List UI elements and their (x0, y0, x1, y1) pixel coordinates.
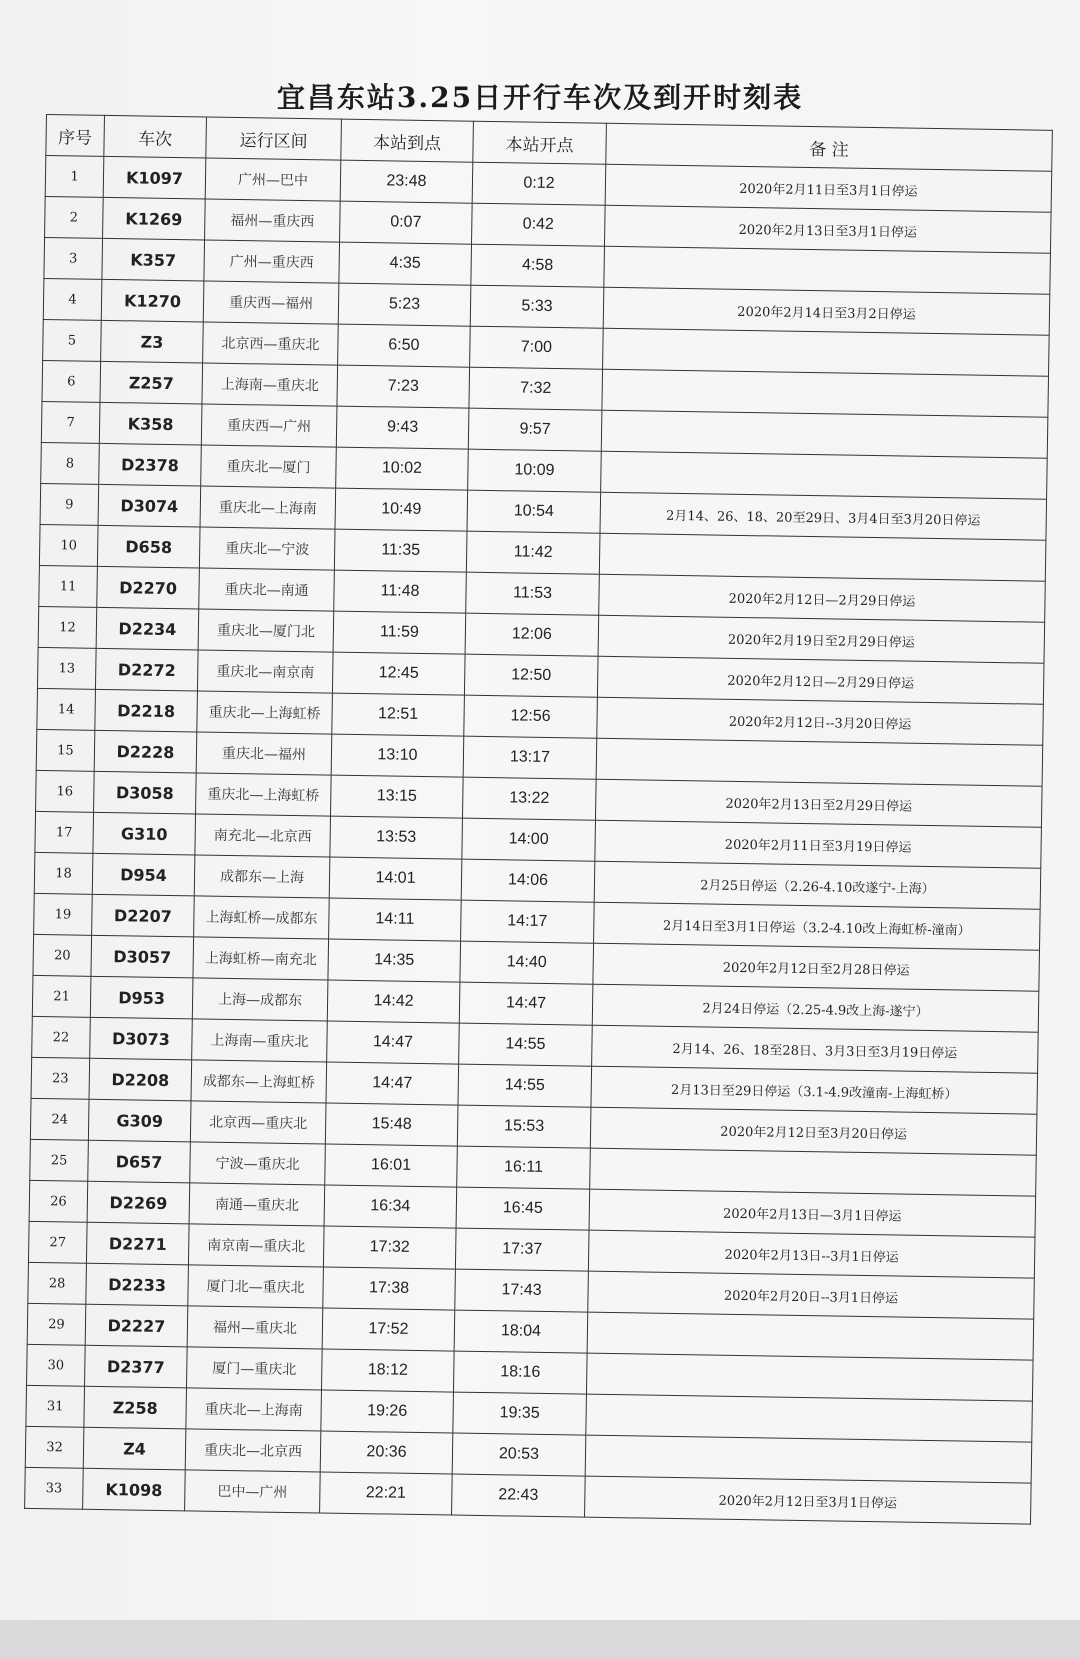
cell-route: 重庆北—南通 (199, 568, 335, 611)
cell-note: 2020年2月12日--3月20日停运 (597, 697, 1044, 745)
cell-note: 2020年2月12日—2月29日停运 (597, 656, 1044, 704)
cell-train: D2207 (92, 894, 195, 937)
cell-no: 5 (43, 319, 102, 361)
cell-depart: 14:06 (461, 859, 595, 902)
cell-depart: 16:45 (456, 1187, 590, 1230)
cell-train: D3074 (98, 484, 201, 527)
cell-train: Z4 (83, 1427, 186, 1470)
cell-depart: 18:16 (453, 1351, 587, 1394)
cell-train: D2378 (99, 443, 202, 486)
cell-route: 南通—重庆北 (189, 1183, 325, 1226)
cell-arrive: 16:34 (324, 1185, 457, 1228)
cell-note: 2月14、26、18、20至29日、3月4日至3月20日停运 (600, 492, 1047, 540)
header-depart: 本站开点 (473, 121, 607, 164)
cell-arrive: 20:36 (320, 1431, 453, 1474)
cell-note: 2月25日停运（2.26-4.10改遂宁-上海） (594, 861, 1041, 909)
cell-route: 厦门北—重庆北 (188, 1265, 324, 1308)
cell-note (604, 246, 1051, 294)
cell-arrive: 17:52 (322, 1308, 455, 1351)
cell-route: 重庆北—福州 (196, 732, 332, 775)
cell-depart: 16:11 (457, 1146, 591, 1189)
cell-arrive: 14:47 (326, 1062, 459, 1105)
cell-note (590, 1148, 1037, 1196)
cell-arrive: 14:11 (329, 898, 462, 941)
cell-depart: 17:43 (455, 1269, 589, 1312)
cell-note (586, 1394, 1033, 1442)
cell-arrive: 13:15 (331, 775, 464, 818)
cell-depart: 12:06 (465, 613, 599, 656)
cell-arrive: 6:50 (338, 324, 471, 367)
cell-route: 厦门—重庆北 (187, 1347, 323, 1390)
cell-depart: 20:53 (452, 1433, 586, 1476)
cell-route: 重庆西—广州 (201, 404, 337, 447)
cell-no: 17 (35, 811, 94, 853)
cell-arrive: 13:53 (330, 816, 463, 859)
cell-route: 上海虹桥—南充北 (193, 937, 329, 980)
cell-note (585, 1435, 1032, 1483)
cell-route: 重庆北—厦门北 (198, 609, 334, 652)
cell-train: K1097 (103, 156, 206, 199)
background-surface (0, 1620, 1080, 1659)
cell-train: D3058 (94, 771, 197, 814)
cell-no: 8 (41, 442, 100, 484)
cell-note (596, 738, 1043, 786)
cell-note (599, 533, 1046, 581)
cell-arrive: 12:45 (332, 652, 465, 695)
cell-route: 北京西—重庆北 (203, 322, 339, 365)
cell-no: 27 (28, 1221, 87, 1263)
cell-depart: 18:04 (454, 1310, 588, 1353)
cell-no: 25 (30, 1139, 89, 1181)
cell-depart: 7:32 (469, 367, 603, 410)
cell-note: 2月14、26、18至28日、3月3日至3月19日停运 (592, 1025, 1039, 1073)
timetable (24, 114, 1053, 1525)
cell-route: 福州—重庆西 (205, 199, 341, 242)
cell-no: 9 (40, 483, 99, 525)
cell-arrive: 10:49 (335, 488, 468, 531)
cell-depart: 19:35 (453, 1392, 587, 1435)
cell-note (586, 1353, 1033, 1401)
cell-route: 重庆北—上海南 (186, 1388, 322, 1431)
cell-no: 32 (25, 1426, 84, 1468)
cell-depart: 11:53 (466, 572, 600, 615)
cell-depart: 14:17 (461, 900, 595, 943)
cell-no: 7 (41, 401, 100, 443)
cell-train: D2228 (94, 730, 197, 773)
cell-arrive: 13:10 (331, 734, 464, 777)
header-arrive: 本站到点 (341, 119, 474, 162)
cell-arrive: 11:35 (334, 529, 467, 572)
cell-no: 23 (31, 1057, 90, 1099)
cell-route: 重庆北—厦门 (201, 445, 337, 488)
cell-no: 28 (28, 1262, 87, 1304)
cell-arrive: 14:01 (329, 857, 462, 900)
cell-note (601, 410, 1048, 458)
cell-depart: 4:58 (471, 244, 605, 287)
cell-train: K1098 (83, 1468, 186, 1511)
cell-route: 上海—成都东 (192, 978, 328, 1021)
cell-train: Z257 (100, 361, 203, 404)
cell-arrive: 15:48 (325, 1103, 458, 1146)
cell-arrive: 17:32 (323, 1226, 456, 1269)
cell-note (603, 328, 1050, 376)
cell-arrive: 7:23 (337, 365, 470, 408)
cell-depart: 14:47 (459, 982, 593, 1025)
cell-route: 福州—重庆北 (187, 1306, 323, 1349)
cell-route: 上海南—重庆北 (192, 1019, 328, 1062)
cell-route: 上海虹桥—成都东 (194, 896, 330, 939)
header-train: 车次 (104, 115, 207, 158)
cell-train: G310 (93, 812, 196, 855)
cell-no: 3 (44, 237, 103, 279)
cell-train: Z258 (84, 1386, 187, 1429)
timetable-body (25, 156, 1052, 1525)
cell-no: 1 (45, 156, 104, 198)
cell-note (602, 369, 1049, 417)
cell-train: K358 (99, 402, 202, 445)
cell-note: 2020年2月14日至3月2日停运 (603, 287, 1050, 335)
cell-route: 南京南—重庆北 (188, 1224, 324, 1267)
cell-no: 2 (45, 196, 104, 238)
cell-note: 2月24日停运（2.25-4.9改上海-遂宁） (592, 984, 1039, 1032)
cell-no: 19 (34, 893, 93, 935)
cell-note (587, 1312, 1034, 1360)
cell-depart: 0:12 (472, 162, 606, 205)
cell-depart: 13:17 (463, 736, 597, 779)
cell-depart: 11:42 (466, 531, 600, 574)
cell-train: D658 (97, 525, 200, 568)
cell-depart: 9:57 (468, 408, 602, 451)
cell-route: 重庆北—上海虹桥 (197, 691, 333, 734)
header-note: 备 注 (606, 123, 1053, 171)
cell-note: 2020年2月13日--3月1日停运 (588, 1230, 1035, 1278)
cell-depart: 14:40 (460, 941, 594, 984)
cell-note: 2020年2月12日至2月28日停运 (593, 943, 1040, 991)
cell-note (601, 451, 1048, 499)
cell-arrive: 11:59 (333, 611, 466, 654)
cell-note: 2020年2月13日—3月1日停运 (589, 1189, 1036, 1237)
cell-arrive: 16:01 (325, 1144, 458, 1187)
cell-note: 2020年2月13日至3月1日停运 (604, 205, 1051, 253)
cell-depart: 10:09 (468, 449, 602, 492)
cell-arrive: 11:48 (334, 570, 467, 613)
cell-note: 2020年2月12日至3月20日停运 (590, 1107, 1037, 1155)
cell-train: D2208 (89, 1058, 192, 1101)
cell-note: 2020年2月13日至2月29日停运 (595, 779, 1042, 827)
cell-depart: 22:43 (452, 1474, 586, 1517)
cell-route: 成都东—上海 (194, 855, 330, 898)
cell-arrive: 4:35 (339, 242, 472, 285)
cell-depart: 14:55 (459, 1023, 593, 1066)
cell-no: 21 (32, 975, 91, 1017)
cell-train: D3057 (91, 935, 194, 978)
cell-arrive: 22:21 (320, 1472, 453, 1515)
cell-no: 16 (36, 770, 95, 812)
cell-no: 33 (25, 1467, 84, 1509)
cell-arrive: 10:02 (336, 447, 469, 490)
cell-no: 20 (33, 934, 92, 976)
cell-arrive: 23:48 (340, 160, 473, 203)
cell-no: 18 (34, 852, 93, 894)
cell-note: 2020年2月12日—2月29日停运 (599, 574, 1046, 622)
cell-route: 重庆西—福州 (203, 281, 339, 324)
cell-train: D2272 (95, 648, 198, 691)
cell-arrive: 12:51 (332, 693, 465, 736)
cell-depart: 12:56 (464, 695, 598, 738)
header-no: 序号 (46, 115, 105, 157)
cell-route: 广州—重庆西 (204, 240, 340, 283)
cell-route: 巴中—广州 (185, 1470, 321, 1513)
cell-arrive: 18:12 (321, 1349, 454, 1392)
page-title: 宜昌东站3.25日开行车次及到开时刻表 (276, 81, 804, 114)
cell-note: 2020年2月11日至3月19日停运 (595, 820, 1042, 868)
cell-train: D3073 (90, 1017, 193, 1060)
cell-note: 2020年2月12日至3月1日停运 (585, 1476, 1032, 1524)
cell-no: 6 (42, 360, 101, 402)
cell-note: 2020年2月19日至2月29日停运 (598, 615, 1045, 663)
cell-depart: 5:33 (470, 285, 604, 328)
cell-arrive: 5:23 (338, 283, 471, 326)
cell-route: 广州—巴中 (205, 158, 341, 201)
cell-train: D657 (88, 1140, 191, 1183)
cell-depart: 17:37 (455, 1228, 589, 1271)
cell-train: K357 (102, 238, 205, 281)
cell-route: 宁波—重庆北 (190, 1142, 326, 1185)
cell-train: D2233 (86, 1263, 189, 1306)
cell-route: 北京西—重庆北 (190, 1101, 326, 1144)
cell-depart: 0:42 (472, 203, 606, 246)
cell-depart: 7:00 (470, 326, 604, 369)
cell-route: 上海南—重庆北 (202, 363, 338, 406)
cell-route: 重庆北—南京南 (197, 650, 333, 693)
cell-no: 13 (37, 647, 96, 689)
cell-train: D2234 (96, 607, 199, 650)
cell-route: 重庆北—宁波 (199, 527, 335, 570)
cell-train: K1270 (101, 279, 204, 322)
cell-depart: 14:55 (458, 1064, 592, 1107)
cell-no: 14 (37, 688, 96, 730)
cell-train: D2269 (87, 1181, 190, 1224)
cell-no: 4 (43, 278, 102, 320)
cell-train: D2377 (85, 1345, 188, 1388)
cell-arrive: 14:35 (328, 939, 461, 982)
cell-arrive: 14:47 (327, 1021, 460, 1064)
cell-depart: 15:53 (457, 1105, 591, 1148)
cell-no: 10 (39, 524, 98, 566)
cell-train: Z3 (101, 320, 204, 363)
cell-arrive: 14:42 (327, 980, 460, 1023)
cell-route: 重庆北—北京西 (185, 1429, 321, 1472)
cell-depart: 13:22 (462, 777, 596, 820)
cell-train: D953 (90, 976, 193, 1019)
cell-no: 22 (32, 1016, 91, 1058)
cell-arrive: 0:07 (340, 201, 473, 244)
cell-depart: 14:00 (462, 818, 596, 861)
cell-train: K1269 (103, 197, 206, 240)
cell-train: D2270 (97, 566, 200, 609)
cell-no: 24 (30, 1098, 89, 1140)
cell-note: 2020年2月20日--3月1日停运 (588, 1271, 1035, 1319)
cell-no: 31 (26, 1385, 85, 1427)
cell-no: 30 (27, 1344, 86, 1386)
timetable-container (24, 114, 1052, 1525)
cell-train: D954 (92, 853, 195, 896)
cell-depart: 12:50 (464, 654, 598, 697)
cell-train: D2218 (95, 689, 198, 732)
cell-no: 15 (36, 729, 95, 771)
cell-train: G309 (88, 1099, 191, 1142)
cell-route: 重庆北—上海南 (200, 486, 336, 529)
cell-arrive: 17:38 (323, 1267, 456, 1310)
cell-no: 26 (29, 1180, 88, 1222)
cell-note: 2月14日至3月1日停运（3.2-4.10改上海虹桥-潼南） (594, 902, 1041, 950)
cell-no: 11 (39, 565, 98, 607)
cell-note: 2020年2月11日至3月1日停运 (605, 164, 1052, 212)
cell-arrive: 9:43 (336, 406, 469, 449)
cell-route: 南充北—北京西 (195, 814, 331, 857)
cell-route: 重庆北—上海虹桥 (196, 773, 332, 816)
cell-train: D2227 (85, 1304, 188, 1347)
cell-train: D2271 (86, 1222, 189, 1265)
cell-note: 2月13日至29日停运（3.1-4.9改潼南-上海虹桥） (591, 1066, 1038, 1114)
cell-route: 成都东—上海虹桥 (191, 1060, 327, 1103)
cell-no: 29 (27, 1303, 86, 1345)
header-route: 运行区间 (206, 117, 342, 160)
cell-depart: 10:54 (467, 490, 601, 533)
cell-arrive: 19:26 (321, 1390, 454, 1433)
cell-no: 12 (38, 606, 97, 648)
